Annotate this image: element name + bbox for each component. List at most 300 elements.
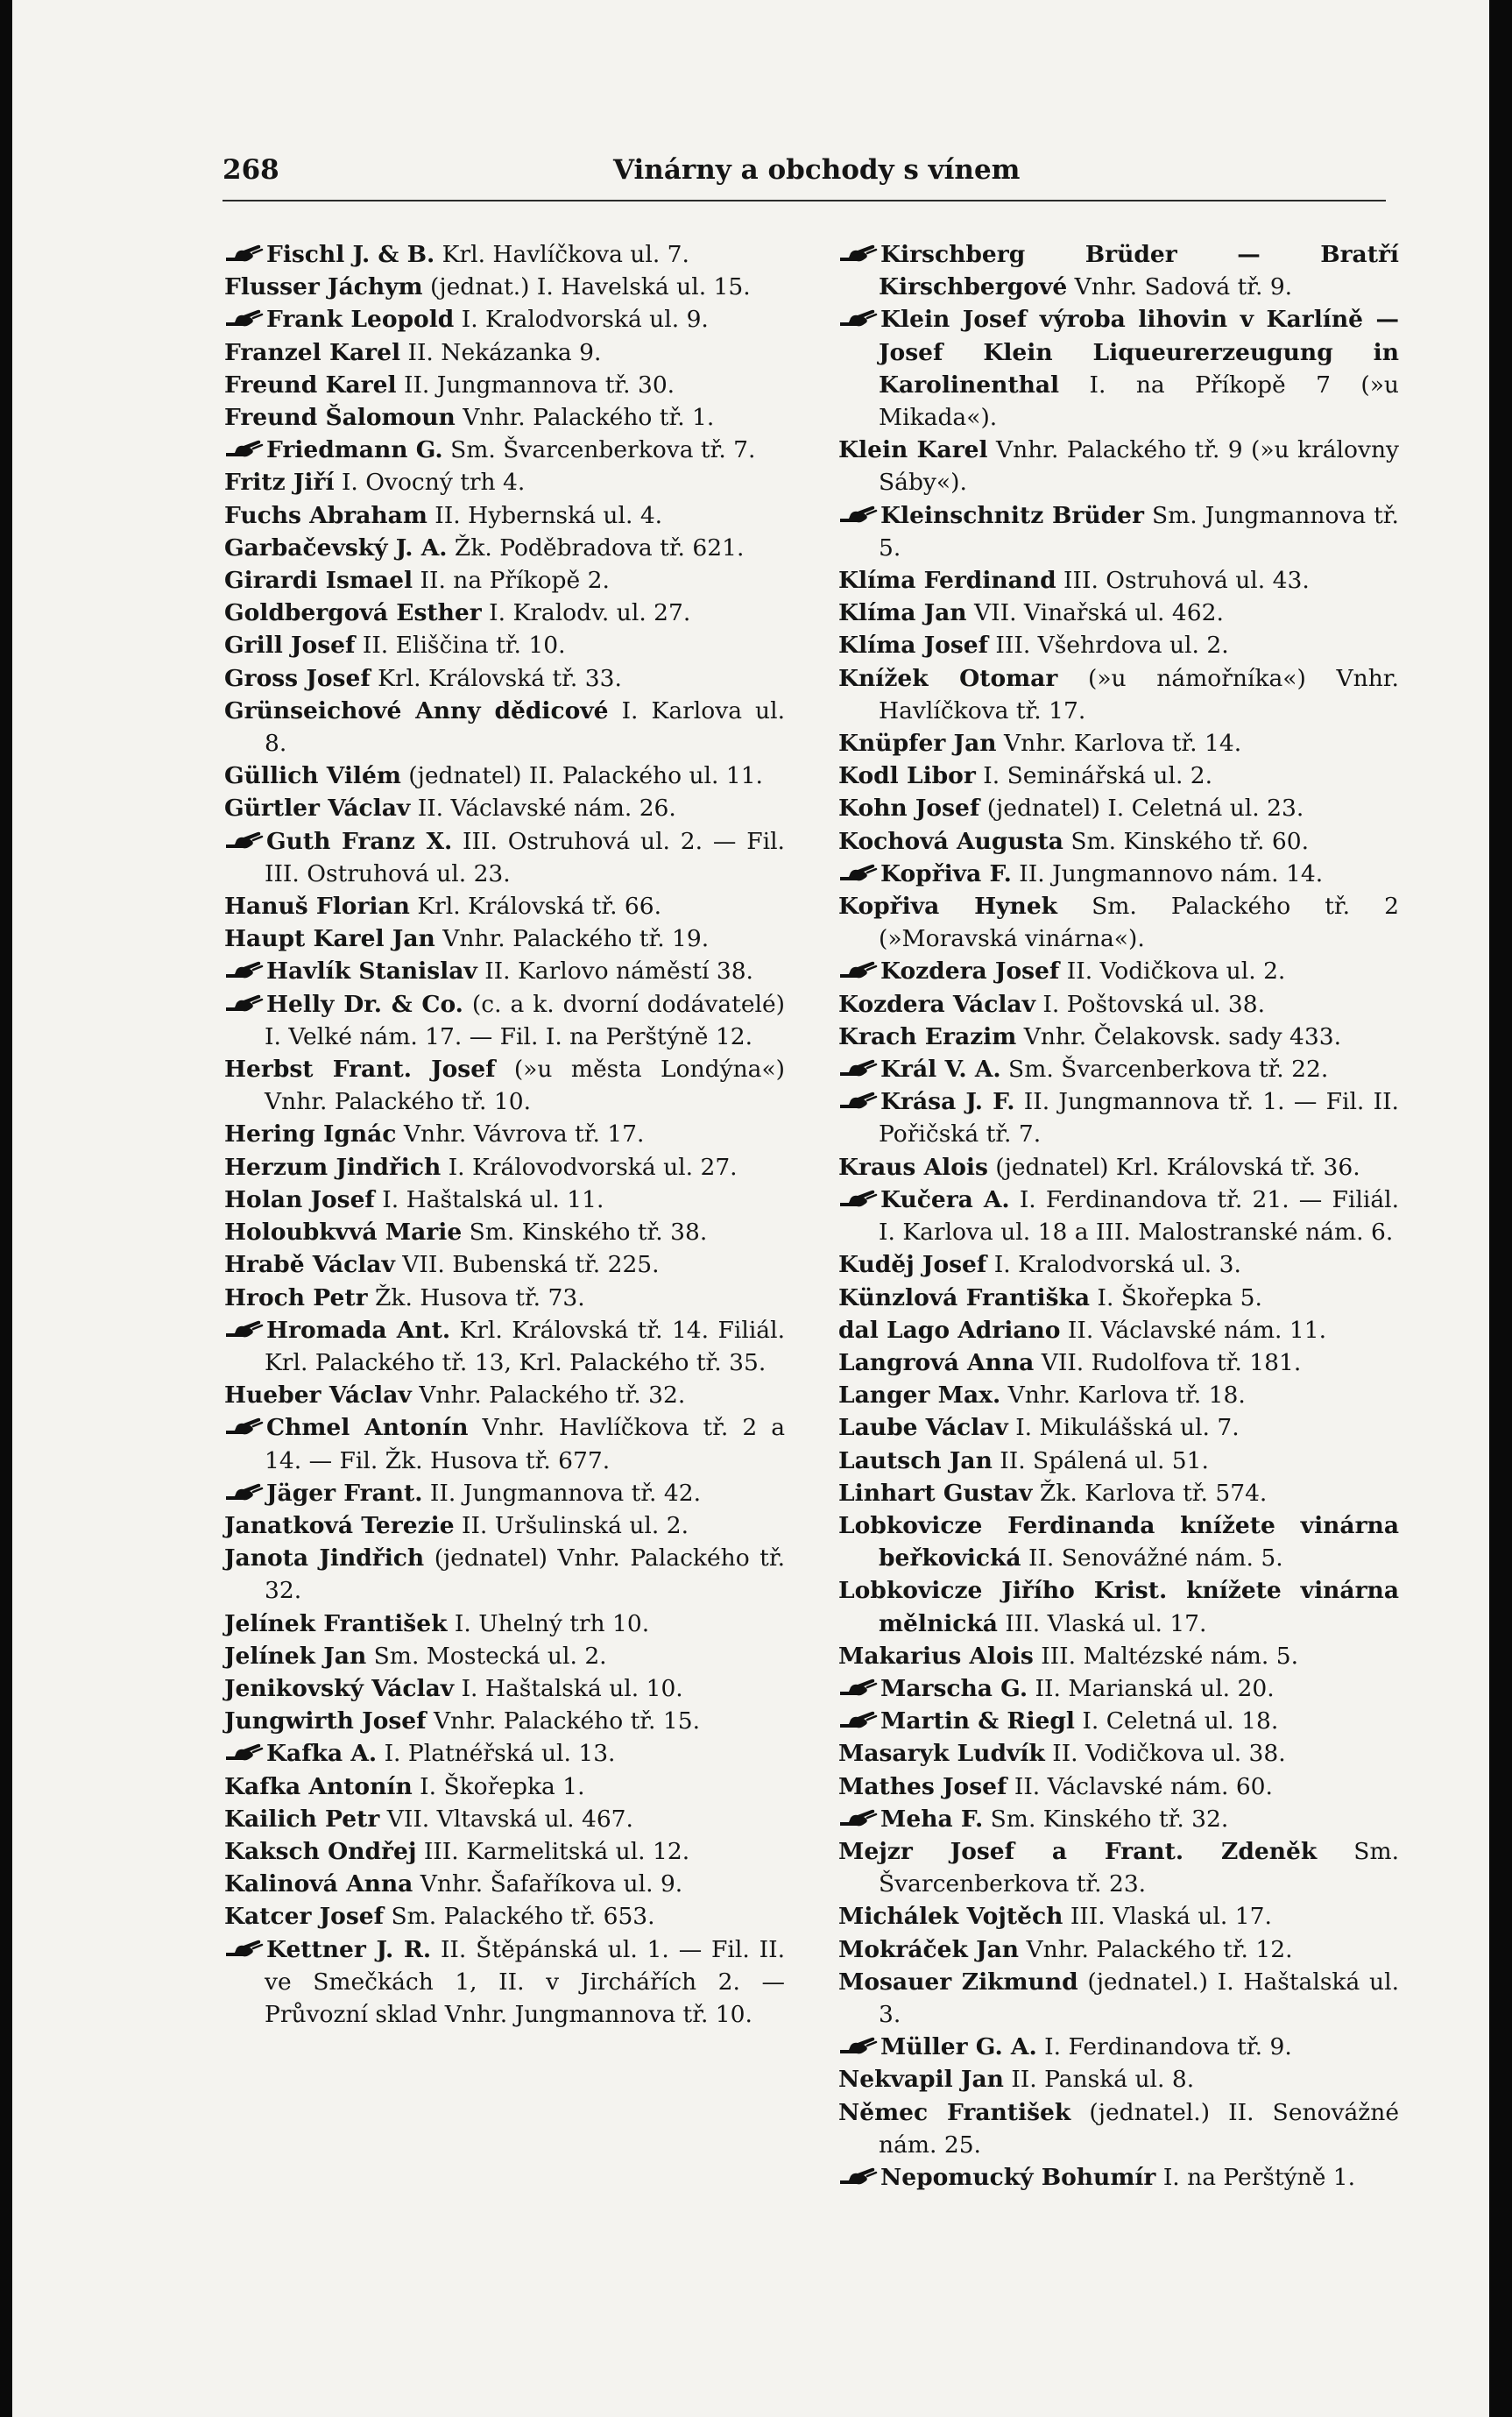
entry-address: I. Seminářská ul. 2. — [975, 762, 1213, 790]
entry-address: I. Karlova ul. 8. — [265, 696, 785, 758]
entry-name: Klíma Ferdinand — [838, 567, 1056, 595]
pointing-hand-icon — [838, 1807, 880, 1828]
entry-klima-ferdinand — [838, 564, 1399, 597]
entry-name: Masaryk Ludvík — [838, 1740, 1045, 1768]
entry-name: Guth Franz X. — [266, 827, 453, 855]
entry-address: (jednatel) Krl. Královská tř. 36. — [987, 1153, 1360, 1181]
entry-name: Mokráček Jan — [838, 1935, 1020, 1963]
pointing-hand-icon — [838, 1709, 880, 1730]
entry-address: I. Škořepka 5. — [1090, 1283, 1262, 1311]
pointing-hand-icon — [838, 307, 880, 329]
entry-friedmann-g — [224, 434, 785, 466]
entry-address: Krl. Havlíčkova ul. 7. — [435, 241, 689, 268]
entry-name: Frank Leopold — [266, 306, 455, 334]
entry-address: III. Maltézské nám. 5. — [1033, 1642, 1299, 1670]
entry-name: Linhart Gustav — [838, 1479, 1033, 1507]
entry-name: Kozdera Václav — [838, 990, 1035, 1018]
entry-krach-erazim — [838, 1021, 1399, 1053]
entry-flusser-jachym — [224, 271, 785, 303]
entry-name: Grünseichové Anny dědicové — [224, 696, 609, 724]
entry-address: III. Ostruhová ul. 43. — [1056, 567, 1310, 595]
entry-name: Girardi Ismael — [224, 567, 413, 595]
entry-knizek-otomar — [838, 662, 1399, 727]
entry-kaksch-ondrej — [224, 1835, 785, 1868]
entry-name: Meha F. — [880, 1805, 984, 1833]
entry-address: II. Vodičkova ul. 38. — [1044, 1740, 1286, 1768]
page-header — [223, 154, 1386, 196]
entry-address: Vnhr. Karlova tř. 18. — [1000, 1382, 1246, 1410]
entry-address: I. Kralodv. ul. 27. — [481, 599, 691, 627]
entry-address: II. Eliščina tř. 10. — [355, 632, 566, 660]
entry-address: I. Platnéřská ul. 13. — [377, 1740, 616, 1768]
entry-address: (jednatel) II. Palackého ul. 11. — [400, 762, 763, 790]
entry-meha-f — [838, 1803, 1399, 1835]
entry-name: Kohn Josef — [838, 795, 980, 823]
entry-gurtler-vaclav — [224, 792, 785, 824]
entry-hrabe-vaclav — [224, 1248, 785, 1281]
entry-name: Lobkovicze Ferdinanda knížete vinárna beřkovická — [838, 1511, 1399, 1572]
entry-address: VII. Rudolfova tř. 181. — [1034, 1348, 1302, 1376]
entry-address: II. Marianská ul. 20. — [1028, 1674, 1275, 1702]
entry-name: Gross Josef — [224, 664, 371, 692]
entry-address: Sm. Palackého tř. 653. — [384, 1903, 655, 1931]
entry-kudej-josef — [838, 1248, 1399, 1281]
entry-address: II. Senovážné nám. 5. — [1021, 1544, 1283, 1572]
entry-name: Lobkovicze Jiřího Krist. knížete vinárna mělnická — [838, 1577, 1399, 1637]
entry-name: Hanuš Florian — [224, 893, 410, 921]
entry-name: Grill Josef — [224, 632, 356, 660]
entry-freund-salomoun — [224, 401, 785, 434]
entry-address: II. na Příkopě 2. — [413, 567, 610, 595]
entry-address: I. Ovocný trh 4. — [334, 469, 526, 497]
entry-name: Kaksch Ondřej — [224, 1837, 417, 1865]
entry-name: Laube Václav — [838, 1414, 1008, 1442]
entry-address: I. na Příkopě 7 (»u Mikada«). — [879, 371, 1399, 432]
entry-freund-karel — [224, 369, 785, 401]
pointing-hand-icon — [224, 993, 266, 1014]
entry-name: Lautsch Jan — [838, 1446, 993, 1474]
entry-katcer-josef — [224, 1900, 785, 1933]
entry-name: Michálek Vojtěch — [838, 1903, 1063, 1931]
pointing-hand-icon — [838, 959, 880, 980]
entry-girardi-ismael — [224, 564, 785, 597]
entry-address: Sm. Švarcenberkova tř. 23. — [879, 1837, 1399, 1898]
entry-kopriva-hynek — [838, 890, 1399, 955]
entry-chmel-antonin — [224, 1411, 785, 1476]
entry-name: Kopřiva F. — [880, 859, 1012, 887]
entry-gullich-vilem — [224, 760, 785, 792]
entry-gross-josef — [224, 662, 785, 695]
entry-fritz-jiri — [224, 466, 785, 498]
entry-name: Hromada Ant. — [266, 1316, 451, 1344]
page-title: Vinárny a obchody s vínem — [613, 154, 1021, 186]
entry-name: Němec František — [838, 2098, 1071, 2126]
entry-address: Žk. Karlova tř. 574. — [1032, 1479, 1268, 1507]
entry-franzel-karel — [224, 336, 785, 369]
entry-address: II. Václavské nám. 26. — [410, 795, 676, 823]
entry-address: III. Ostruhová ul. 2. — Fil. III. Ostruhová ul. 23. — [265, 827, 785, 887]
entry-name: Makarius Alois — [838, 1642, 1034, 1670]
entry-kral-v-a — [838, 1053, 1399, 1085]
entry-name: Kafka A. — [266, 1740, 378, 1768]
entry-name: Klíma Jan — [838, 599, 967, 627]
entry-address: Sm. Švarcenberkova tř. 7. — [442, 436, 756, 464]
entry-kleinschnitz-bruder — [838, 499, 1399, 564]
entry-name: Krása J. F. — [880, 1088, 1015, 1116]
entry-address: Vnhr. Palackého tř. 12. — [1019, 1935, 1293, 1963]
entry-grill-josef — [224, 629, 785, 661]
entry-langer-max — [838, 1379, 1399, 1411]
entry-address: Vnhr. Palackého tř. 19. — [435, 925, 710, 953]
entry-address: II. Karlovo náměstí 38. — [477, 958, 753, 986]
entry-klein-karel — [838, 434, 1399, 498]
entry-name: Goldbergová Esther — [224, 599, 482, 627]
entry-guth-franz-x — [224, 825, 785, 890]
entry-address: I. Haštalská ul. 11. — [374, 1185, 604, 1213]
entry-address: (jednatel.) I. Haštalská ul. 3. — [879, 1968, 1400, 2028]
entry-name: Müller G. A. — [880, 2033, 1037, 2061]
entry-address: Krl. Královská tř. 14. Filiál. Krl. Palackého tř. 13, Krl. Palackého tř. 35. — [265, 1316, 785, 1376]
entry-address: (jednatel) I. Celetná ul. 23. — [979, 795, 1304, 823]
entry-hanus-florian — [224, 890, 785, 922]
entry-address: Sm. Kinského tř. 60. — [1063, 827, 1310, 855]
entry-name: Kopřiva Hynek — [838, 893, 1058, 921]
entry-name: Nekvapil Jan — [838, 2066, 1004, 2094]
entry-address: Vnhr. Karlova tř. 14. — [996, 730, 1242, 758]
entry-name: Knížek Otomar — [838, 664, 1058, 692]
entry-address: Vnhr. Čelakovsk. sady 433. — [1016, 1022, 1342, 1050]
entry-name: Klíma Josef — [838, 632, 988, 660]
entry-address: Sm. Mostecká ul. 2. — [366, 1642, 607, 1670]
entry-name: Güllich Vilém — [224, 762, 401, 790]
entry-address: II. Spálená ul. 51. — [992, 1446, 1209, 1474]
entry-name: Kozdera Josef — [880, 958, 1060, 986]
entry-jenikovsky-vaclav — [224, 1672, 785, 1705]
entry-address: II. Václavské nám. 11. — [1060, 1316, 1327, 1344]
entry-fischl-j-b — [224, 238, 785, 271]
entry-mathes-josef — [838, 1770, 1399, 1803]
entry-address: Krl. Královská tř. 66. — [409, 893, 662, 921]
entry-address: I. Ferdinandova tř. 21. — Filiál. I. Karlova ul. 18 a III. Malostranské nám. 6. — [879, 1185, 1400, 1247]
entry-address: Vnhr. Vávrova tř. 17. — [396, 1120, 645, 1148]
entry-name: Fritz Jiří — [224, 469, 335, 497]
entry-address: (c. a k. dvorní dodávatelé) I. Velké nám. 17. — Fil. I. na Perštýně 12. — [265, 990, 785, 1050]
entry-kopriva-f — [838, 858, 1399, 890]
entry-address: II. Jungmannova tř. 42. — [422, 1479, 702, 1507]
entry-mejzr-josef-a-frant-zdenek — [838, 1835, 1399, 1900]
entry-name: Jäger Frant. — [266, 1479, 423, 1507]
entry-grunseichove-anny-dedicove — [224, 695, 785, 760]
entry-name: Holan Josef — [224, 1185, 375, 1213]
entry-frank-leopold — [224, 303, 785, 336]
entry-herzum-jindrich — [224, 1151, 785, 1184]
pointing-hand-icon — [838, 1188, 880, 1209]
entry-michalek-vojtech — [838, 1900, 1399, 1933]
entry-name: Kraus Alois — [838, 1153, 988, 1181]
entry-klima-jan — [838, 597, 1399, 629]
left-column — [224, 238, 785, 2031]
pointing-hand-icon — [224, 830, 266, 851]
entry-address: Sm. Švarcenberkova tř. 22. — [1000, 1056, 1329, 1084]
pointing-hand-icon — [224, 1318, 266, 1339]
entry-lobkovicze-jiriho-krist-knizete-vinarna- — [838, 1574, 1399, 1639]
entry-jelinek-jan — [224, 1640, 785, 1672]
entry-address: Vnhr. Palackého tř. 9 (»u královny Sáby«). — [879, 436, 1399, 497]
pointing-hand-icon — [838, 243, 880, 264]
entry-name: Jelínek František — [224, 1609, 448, 1637]
entry-name: Hering Ignác — [224, 1120, 397, 1148]
entry-address: Vnhr. Sadová tř. 9. — [1067, 273, 1293, 301]
entry-name: Hrabě Václav — [224, 1251, 395, 1279]
entry-address: I. Kralodvorská ul. 3. — [986, 1251, 1241, 1279]
entry-name: Mathes Josef — [838, 1772, 1007, 1800]
entry-address: (»u města Londýna«) Vnhr. Palackého tř. 10. — [265, 1056, 785, 1116]
entry-kodl-libor — [838, 760, 1399, 792]
entry-jelinek-frantisek — [224, 1608, 785, 1640]
entry-name: Flusser Jáchym — [224, 273, 423, 301]
entry-kochova-augusta — [838, 825, 1399, 858]
entry-name: dal Lago Adriano — [838, 1316, 1061, 1344]
entry-address: II. Václavské nám. 60. — [1007, 1772, 1273, 1800]
entry-kirschberg-bruder-bratri-kirschbergove — [838, 238, 1399, 303]
entry-name: Fischl J. & B. — [266, 241, 435, 268]
entry-name: Klein Karel — [838, 436, 988, 464]
entry-fuchs-abraham — [224, 499, 785, 532]
pointing-hand-icon — [224, 243, 266, 264]
entry-nekvapil-jan — [838, 2063, 1399, 2095]
entry-name: Janota Jindřich — [224, 1544, 425, 1572]
book-page — [12, 0, 1489, 2417]
pointing-hand-icon — [224, 307, 266, 329]
entry-kozdera-josef — [838, 955, 1399, 987]
entry-name: Kalinová Anna — [224, 1870, 413, 1898]
entry-address: Sm. Kinského tř. 38. — [462, 1219, 708, 1247]
entry-hroch-petr — [224, 1282, 785, 1314]
entry-name: Hroch Petr — [224, 1283, 368, 1311]
entry-krasa-j-f — [838, 1085, 1399, 1150]
entry-address: VII. Bubenská tř. 225. — [394, 1251, 660, 1279]
entry-name: Hueber Václav — [224, 1382, 412, 1410]
entry-kraus-alois — [838, 1151, 1399, 1184]
entry-name: Mosauer Zikmund — [838, 1968, 1078, 1996]
entry-address: II. Jungmannova tř. 30. — [396, 371, 675, 399]
entry-name: Freund Šalomoun — [224, 404, 456, 432]
entry-name: Král V. A. — [880, 1056, 1001, 1084]
entry-kalinova-anna — [224, 1868, 785, 1900]
entry-name: Helly Dr. & Co. — [266, 990, 463, 1018]
entry-kozdera-vaclav — [838, 988, 1399, 1021]
entry-name: Nepomucký Bohumír — [880, 2163, 1156, 2191]
entry-kunzlova-frantiska — [838, 1282, 1399, 1314]
entry-address: Vnhr. Havlíčkova tř. 2 a 14. — Fil. Žk. Husova tř. 677. — [265, 1414, 785, 1474]
entry-address: I. Mikulášská ul. 7. — [1007, 1414, 1240, 1442]
entry-name: Chmel Antonín — [266, 1414, 469, 1442]
entry-name: Kučera A. — [880, 1185, 1010, 1213]
entry-name: Kailich Petr — [224, 1805, 380, 1833]
entry-address: (jednatel.) II. Senovážné nám. 25. — [879, 2098, 1400, 2159]
entry-name: Freund Karel — [224, 371, 397, 399]
entry-name: Friedmann G. — [266, 436, 443, 464]
entry-knupfer-jan — [838, 727, 1399, 760]
entry-name: Holoubkvvá Marie — [224, 1219, 463, 1247]
entry-address: I. na Perštýně 1. — [1155, 2163, 1356, 2191]
entry-jungwirth-josef — [224, 1705, 785, 1737]
entry-klein-josef-vyroba-lihovin-v-karline-jos — [838, 303, 1399, 434]
entry-name: Jenikovský Václav — [224, 1674, 455, 1702]
entry-hering-ignac — [224, 1118, 785, 1150]
entry-laube-vaclav — [838, 1411, 1399, 1444]
entry-kafka-antonin — [224, 1770, 785, 1803]
pointing-hand-icon — [838, 1057, 880, 1078]
entry-masaryk-ludvik — [838, 1737, 1399, 1770]
pointing-hand-icon — [224, 1481, 266, 1502]
pointing-hand-icon — [224, 1938, 266, 1959]
entry-lautsch-jan — [838, 1445, 1399, 1477]
entry-name: Kuděj Josef — [838, 1251, 987, 1279]
entry-address: I. Celetná ul. 18. — [1074, 1707, 1279, 1735]
pointing-hand-icon — [224, 438, 266, 459]
entry-address: VII. Vltavská ul. 467. — [379, 1805, 633, 1833]
entry-mosauer-zikmund — [838, 1966, 1399, 2031]
entry-langrova-anna — [838, 1346, 1399, 1379]
entry-janota-jindrich — [224, 1542, 785, 1607]
entry-name: Künzlová Františka — [838, 1283, 1091, 1311]
entry-address: I. Kralodvorská ul. 9. — [454, 306, 709, 334]
entry-dal-lago-adriano — [838, 1314, 1399, 1346]
pointing-hand-icon — [838, 1090, 880, 1111]
header-rule — [223, 200, 1386, 201]
entry-name: Kirschberg Brüder — Bratří Kirschbergové — [879, 241, 1399, 301]
entry-address: Vnhr. Šafaříkova ul. 9. — [413, 1870, 683, 1898]
entry-name: Langrová Anna — [838, 1348, 1035, 1376]
entry-address: II. Uršulinská ul. 2. — [454, 1511, 689, 1539]
entry-address: I. Ferdinandova tř. 9. — [1036, 2033, 1292, 2061]
entry-address: Sm. Jungmannova tř. 5. — [879, 501, 1399, 562]
entry-address: Vnhr. Palackého tř. 1. — [455, 404, 715, 432]
entry-name: Mejzr Josef a Frant. Zdeněk — [838, 1837, 1318, 1865]
entry-address: II. Hybernská ul. 4. — [427, 501, 663, 529]
entry-address: I. Poštovská ul. 38. — [1035, 990, 1266, 1018]
entry-address: (jednatel) Vnhr. Palackého tř. 32. — [265, 1544, 785, 1605]
entry-address: III. Vlaská ul. 17. — [997, 1609, 1207, 1637]
entry-name: Kochová Augusta — [838, 827, 1063, 855]
entry-garbacevsky-j-a — [224, 532, 785, 564]
entry-marscha-g — [838, 1672, 1399, 1705]
entry-name: Klein Josef výroba lihovin v Karlíně — Josef Klein Liqueurerzeugung in Karolinenthal — [879, 306, 1399, 399]
entry-name: Fuchs Abraham — [224, 501, 427, 529]
entry-address: III. Všehrdova ul. 2. — [988, 632, 1229, 660]
entry-address: I. Haštalská ul. 10. — [454, 1674, 683, 1702]
entry-kohn-josef — [838, 792, 1399, 824]
entry-nemec-frantisek — [838, 2096, 1399, 2161]
entry-name: Krach Erazim — [838, 1022, 1017, 1050]
entry-name: Franzel Karel — [224, 338, 401, 366]
entry-helly-dr-co — [224, 988, 785, 1053]
entry-name: Kodl Libor — [838, 762, 976, 790]
entry-name: Katcer Josef — [224, 1903, 385, 1931]
entry-name: Herbst Frant. Josef — [224, 1056, 496, 1084]
pointing-hand-icon — [224, 959, 266, 980]
entry-address: Vnhr. Palackého tř. 32. — [411, 1382, 686, 1410]
entry-address: VII. Vinařská ul. 462. — [966, 599, 1224, 627]
entry-janatkova-terezie — [224, 1509, 785, 1542]
entry-address: Krl. Královská tř. 33. — [370, 664, 622, 692]
entry-jager-frant — [224, 1477, 785, 1509]
entry-name: Martin & Riegl — [880, 1707, 1075, 1735]
entry-address: I. Uhelný trh 10. — [447, 1609, 650, 1637]
entry-holoubkvva-marie — [224, 1216, 785, 1248]
pointing-hand-icon — [838, 504, 880, 525]
entry-makarius-alois — [838, 1640, 1399, 1672]
entry-address: Sm. Kinského tř. 32. — [983, 1805, 1229, 1833]
entry-goldbergova-esther — [224, 597, 785, 629]
page-number: 268 — [223, 154, 279, 186]
entry-address: II. Nekázanka 9. — [400, 338, 602, 366]
entry-kucera-a — [838, 1184, 1399, 1248]
entry-mokracek-jan — [838, 1933, 1399, 1966]
entry-name: Kleinschnitz Brüder — [880, 501, 1144, 529]
entry-name: Gürtler Václav — [224, 795, 411, 823]
entry-kafka-a — [224, 1737, 785, 1770]
entry-address: II. Jungmannovo nám. 14. — [1011, 859, 1324, 887]
entry-address: Žk. Husova tř. 73. — [367, 1283, 585, 1311]
pointing-hand-icon — [838, 862, 880, 883]
entry-name: Haupt Karel Jan — [224, 925, 435, 953]
entry-kailich-petr — [224, 1803, 785, 1835]
entry-address: (»u námořníka«) Vnhr. Havlíčkova tř. 17. — [879, 664, 1399, 724]
entry-name: Kafka Antonín — [224, 1772, 413, 1800]
entry-linhart-gustav — [838, 1477, 1399, 1509]
entry-address: I. Škořepka 1. — [412, 1772, 585, 1800]
entry-herbst-frant-josef — [224, 1053, 785, 1118]
entry-hromada-ant — [224, 1314, 785, 1379]
entry-martin-riegl — [838, 1705, 1399, 1737]
entry-muller-g-a — [838, 2031, 1399, 2063]
entry-address: I. Královodvorská ul. 27. — [441, 1153, 738, 1181]
entry-address: III. Vlaská ul. 17. — [1063, 1903, 1272, 1931]
entry-haupt-karel-jan — [224, 922, 785, 955]
entry-lobkovicze-ferdinanda-knizete-vinarna-be — [838, 1509, 1399, 1574]
entry-kettner-j-r — [224, 1933, 785, 2032]
entry-name: Knüpfer Jan — [838, 730, 997, 758]
entry-hueber-vaclav — [224, 1379, 785, 1411]
pointing-hand-icon — [224, 1416, 266, 1437]
entry-address: II. Štěpánská ul. 1. — Fil. II. ve Smečkách 1, II. v Jirchářích 2. — Průvozní sklad Vnhr. Jungmannova tř. 10. — [265, 1935, 785, 2028]
entry-address: (jednat.) I. Havelská ul. 15. — [422, 273, 751, 301]
entry-name: Kettner J. R. — [266, 1935, 432, 1963]
entry-address: II. Panská ul. 8. — [1003, 2066, 1195, 2094]
entry-holan-josef — [224, 1184, 785, 1216]
entry-address: Žk. Poděbradova tř. 621. — [447, 534, 745, 562]
entry-address: III. Karmelitská ul. 12. — [416, 1837, 690, 1865]
entry-havlik-stanislav — [224, 955, 785, 987]
entry-name: Garbačevský J. A. — [224, 534, 448, 562]
entry-nepomucky-bohumir — [838, 2161, 1399, 2194]
pointing-hand-icon — [224, 1742, 266, 1763]
entry-name: Langer Max. — [838, 1382, 1001, 1410]
entry-klima-josef — [838, 629, 1399, 661]
entry-name: Havlík Stanislav — [266, 958, 477, 986]
entry-address: II. Jungmannova tř. 1. — Fil. II. Pořičská tř. 7. — [879, 1088, 1399, 1148]
right-column — [838, 238, 1399, 2194]
entry-name: Herzum Jindřich — [224, 1153, 442, 1181]
entry-address: Vnhr. Palackého tř. 15. — [426, 1707, 701, 1735]
entry-name: Jungwirth Josef — [224, 1707, 427, 1735]
pointing-hand-icon — [838, 2035, 880, 2056]
entry-name: Marscha G. — [880, 1674, 1028, 1702]
entry-name: Jelínek Jan — [224, 1642, 367, 1670]
pointing-hand-icon — [838, 2166, 880, 2187]
